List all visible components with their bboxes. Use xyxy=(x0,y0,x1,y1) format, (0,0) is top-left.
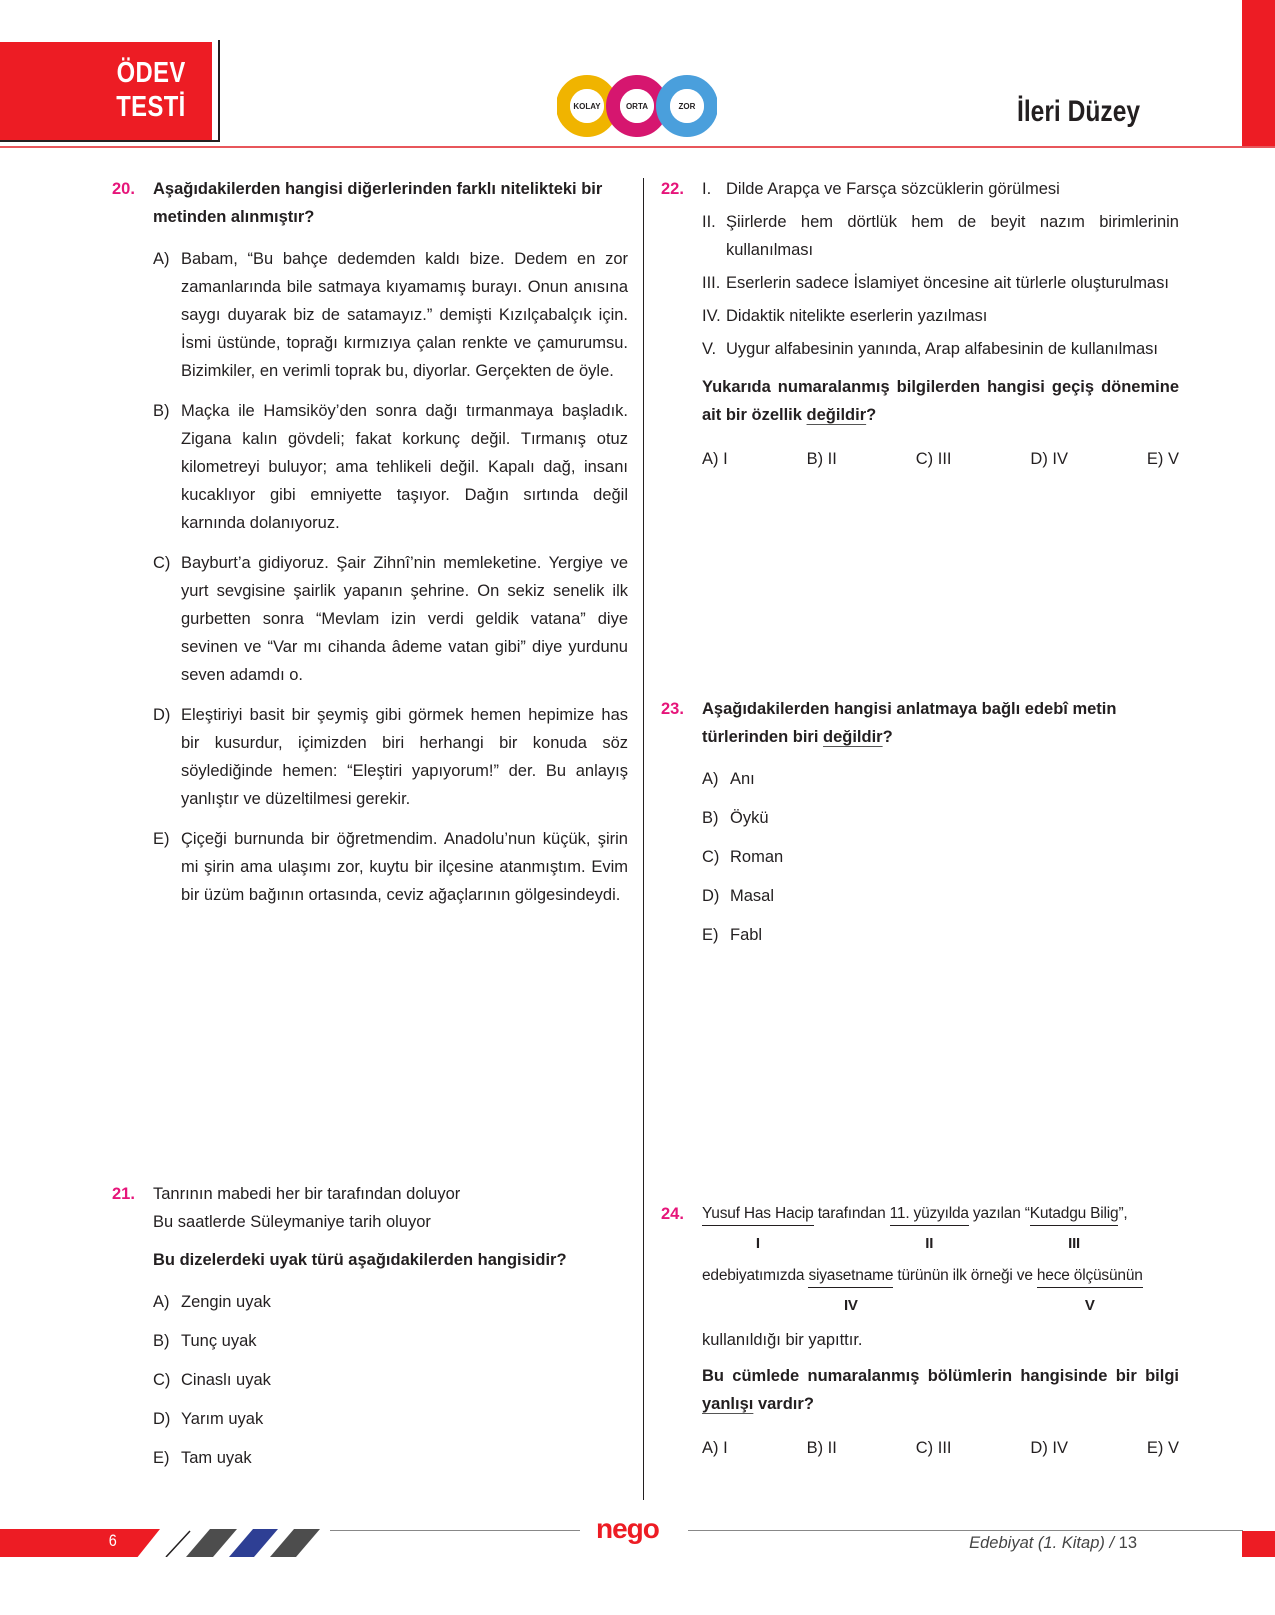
option-c[interactable]: C) Cinaslı uyak xyxy=(153,1371,271,1389)
option-e[interactable]: E) V xyxy=(1146,1439,1179,1457)
option-b[interactable]: B) II xyxy=(806,450,837,468)
marked-part-3: Kutadgu Bilig III xyxy=(1029,1205,1119,1252)
level-title: İleri Düzey xyxy=(1016,95,1140,128)
option-a[interactable]: A) I xyxy=(702,1439,728,1457)
option-c[interactable]: C) Bayburt’a gidiyoruz. Şair Zihnî’nin memleketine. Yergiye ve yurt sevgisine şairlik yapanın şehrine. On sekiz senelik ilk gurbetten sonra “Mevlam izin verdi geldik vatana” diye sevinen ve “Var mı cihanda âdeme vatan gibi” diye yurdunu seven adamdı o. xyxy=(153,554,628,684)
column-divider xyxy=(643,178,644,1500)
question-stem: Bu cümlede numaralanmış bölümlerin hangisinde bir bilgi yanlışı vardır? xyxy=(702,1367,1179,1413)
question-21 xyxy=(112,1180,628,1483)
option-a[interactable]: A) I xyxy=(702,450,728,468)
page-number-right: 13 xyxy=(1118,1534,1137,1552)
option-d[interactable]: D) Masal xyxy=(702,887,775,905)
option-list xyxy=(153,1288,628,1472)
badge-line-1: ÖDEV xyxy=(116,57,186,89)
question-20 xyxy=(112,175,628,921)
option-d[interactable]: D) Eleştiriyi basit bir şeymiş gibi görmek hemen hepimize has bir kusurdur, içimizden biri herhangi bir konuda söz söylediğinde hemen: “Eleştiri yapıyorum!” der. Bu anlayış yanlıştır ve düzeltilmesi gerekir. xyxy=(153,706,628,808)
option-d[interactable]: D) Yarım uyak xyxy=(153,1410,264,1428)
option-b[interactable]: B) II xyxy=(806,1439,837,1457)
option-e[interactable]: E) Fabl xyxy=(702,926,763,944)
footer-rule-left xyxy=(330,1530,580,1531)
footer-rule-right xyxy=(688,1530,1243,1531)
level-hard-label: ZOR xyxy=(678,102,696,111)
level-medium-label: ORTA xyxy=(625,102,649,111)
homework-test-badge xyxy=(0,42,214,140)
question-number: 21. xyxy=(112,1185,135,1203)
option-d[interactable]: D) IV xyxy=(1030,450,1068,468)
footer-stripes-icon xyxy=(160,1529,325,1557)
emphasis-underline: değildir xyxy=(823,728,883,746)
option-a[interactable]: A) Anı xyxy=(702,770,755,788)
option-list xyxy=(702,765,1179,949)
option-list xyxy=(153,245,628,909)
option-c[interactable]: C) III xyxy=(915,450,952,468)
question-24 xyxy=(661,1200,1179,1462)
option-d[interactable]: D) IV xyxy=(1030,1439,1068,1457)
question-stem: Aşağıdakilerden hangisi anlatmaya bağlı edebî metin türlerinden biri değildir? xyxy=(702,700,1117,746)
badge-line-2: TESTİ xyxy=(116,91,186,123)
option-a[interactable]: A) Babam, “Bu bahçe dedemden kaldı bize. Dedem en zor zamanlarında bile satmaya kıyamamış burayı. Onun anısına saygı duyarak biz de satamayız.” demişti Kızılçabalçık için. İsmi üstünde, toprağı kırmızıya çalan renkte ve çamurumsu. Bizimkiler, en verimli toprak bu, diyorlar. Gerçekten de öyle. xyxy=(153,250,628,380)
option-e[interactable]: E) Çiçeği burnunda bir öğretmendim. Anadolu’nun küçük, şirin mi şirin ama ulaşımı zor, kuytu bir ilçesine atanmıştım. Evim bir üzüm bağının ortasında, ceviz ağaçlarının gölgesindeydi. xyxy=(153,830,628,904)
marked-part-1: Yusuf Has Hacip I xyxy=(702,1205,814,1252)
header-side-bar xyxy=(1242,0,1275,147)
option-c[interactable]: C) III xyxy=(915,1439,952,1457)
verse-line-2: Bu saatlerde Süleymaniye tarih oluyor xyxy=(153,1213,431,1231)
statement-1: I. Dilde Arapça ve Farsça sözcüklerin görülmesi xyxy=(702,180,1060,198)
sentence-tail: kullanıldığı bir yapıttır. xyxy=(702,1331,863,1349)
verse-line-1: Tanrının mabedi her bir tarafından doluyor xyxy=(153,1185,461,1203)
option-a[interactable]: A) Zengin uyak xyxy=(153,1293,271,1311)
book-title: Edebiyat (1. Kitap) / 13 xyxy=(969,1534,1137,1552)
question-stem: Yukarıda numaralanmış bilgilerden hangisi geçiş dönemine ait bir özellik değildir? xyxy=(702,378,1179,424)
question-number: 24. xyxy=(661,1205,684,1223)
option-e[interactable]: E) V xyxy=(1146,450,1179,468)
footer-side-bar xyxy=(1242,1531,1275,1557)
statement-4: IV. Didaktik nitelikte eserlerin yazılması xyxy=(702,307,988,325)
question-23 xyxy=(661,695,1179,960)
publisher-logo: nego xyxy=(596,1513,659,1544)
marked-part-2: 11. yüzyılda II xyxy=(889,1205,969,1252)
level-easy-label: KOLAY xyxy=(573,102,601,111)
option-b[interactable]: B) Maçka ile Hamsiköy’den sonra dağı tırmanmaya başladık. Zigana kalın gövdeli; fakat korkunç değil. Tırmanış otuz kilometreyi buluyor; ama tehlikeli değil. Kapalı dağ, insanı kucaklıyor gibi emniyette taşıyor. Dağın sırtında değil karnında dolanıyoruz. xyxy=(153,402,628,532)
question-stem: Aşağıdakilerden hangisi diğerlerinden farklı nitelikteki bir metinden alınmıştır? xyxy=(153,180,603,226)
question-number: 20. xyxy=(112,180,135,198)
option-e[interactable]: E) Tam uyak xyxy=(153,1449,252,1467)
statement-2: II. Şiirlerde hem dörtlük hem de beyit nazım birimlerinin kullanılması xyxy=(702,213,1179,259)
marked-part-5: hece ölçüsünün V xyxy=(1036,1267,1143,1314)
option-c[interactable]: C) Roman xyxy=(702,848,784,866)
marked-sentence-line-2: edebiyatımızda siyasetname IV türünün ilk örneği ve hece ölçüsünün V xyxy=(702,1267,1143,1314)
answer-choices xyxy=(702,1434,1179,1462)
statement-3: III. Eserlerin sadece İslamiyet öncesine ait türlerle oluşturulması xyxy=(702,274,1169,292)
footer-red-tab xyxy=(0,1529,160,1557)
emphasis-underline: değildir xyxy=(806,406,867,424)
header-rule xyxy=(0,146,1275,148)
option-b[interactable]: B) Tunç uyak xyxy=(153,1332,257,1350)
emphasis-underline: yanlışı xyxy=(702,1395,754,1413)
option-b[interactable]: B) Öykü xyxy=(702,809,769,827)
question-22 xyxy=(661,175,1179,473)
statement-5: V. Uygur alfabesinin yanında, Arap alfabesinin de kullanılması xyxy=(702,340,1159,358)
question-stem: Bu dizelerdeki uyak türü aşağıdakilerden hangisidir? xyxy=(153,1251,567,1269)
page-number-left: 6 xyxy=(108,1531,117,1550)
difficulty-rings xyxy=(557,74,717,138)
marked-sentence-line-1: Yusuf Has Hacip I tarafından 11. yüzyılda II yazılan “Kutadgu Bilig III ”, xyxy=(702,1205,1128,1252)
answer-choices xyxy=(702,445,1179,473)
question-number: 23. xyxy=(661,700,684,718)
question-number: 22. xyxy=(661,180,684,198)
marked-part-4: siyasetname IV xyxy=(808,1267,894,1314)
